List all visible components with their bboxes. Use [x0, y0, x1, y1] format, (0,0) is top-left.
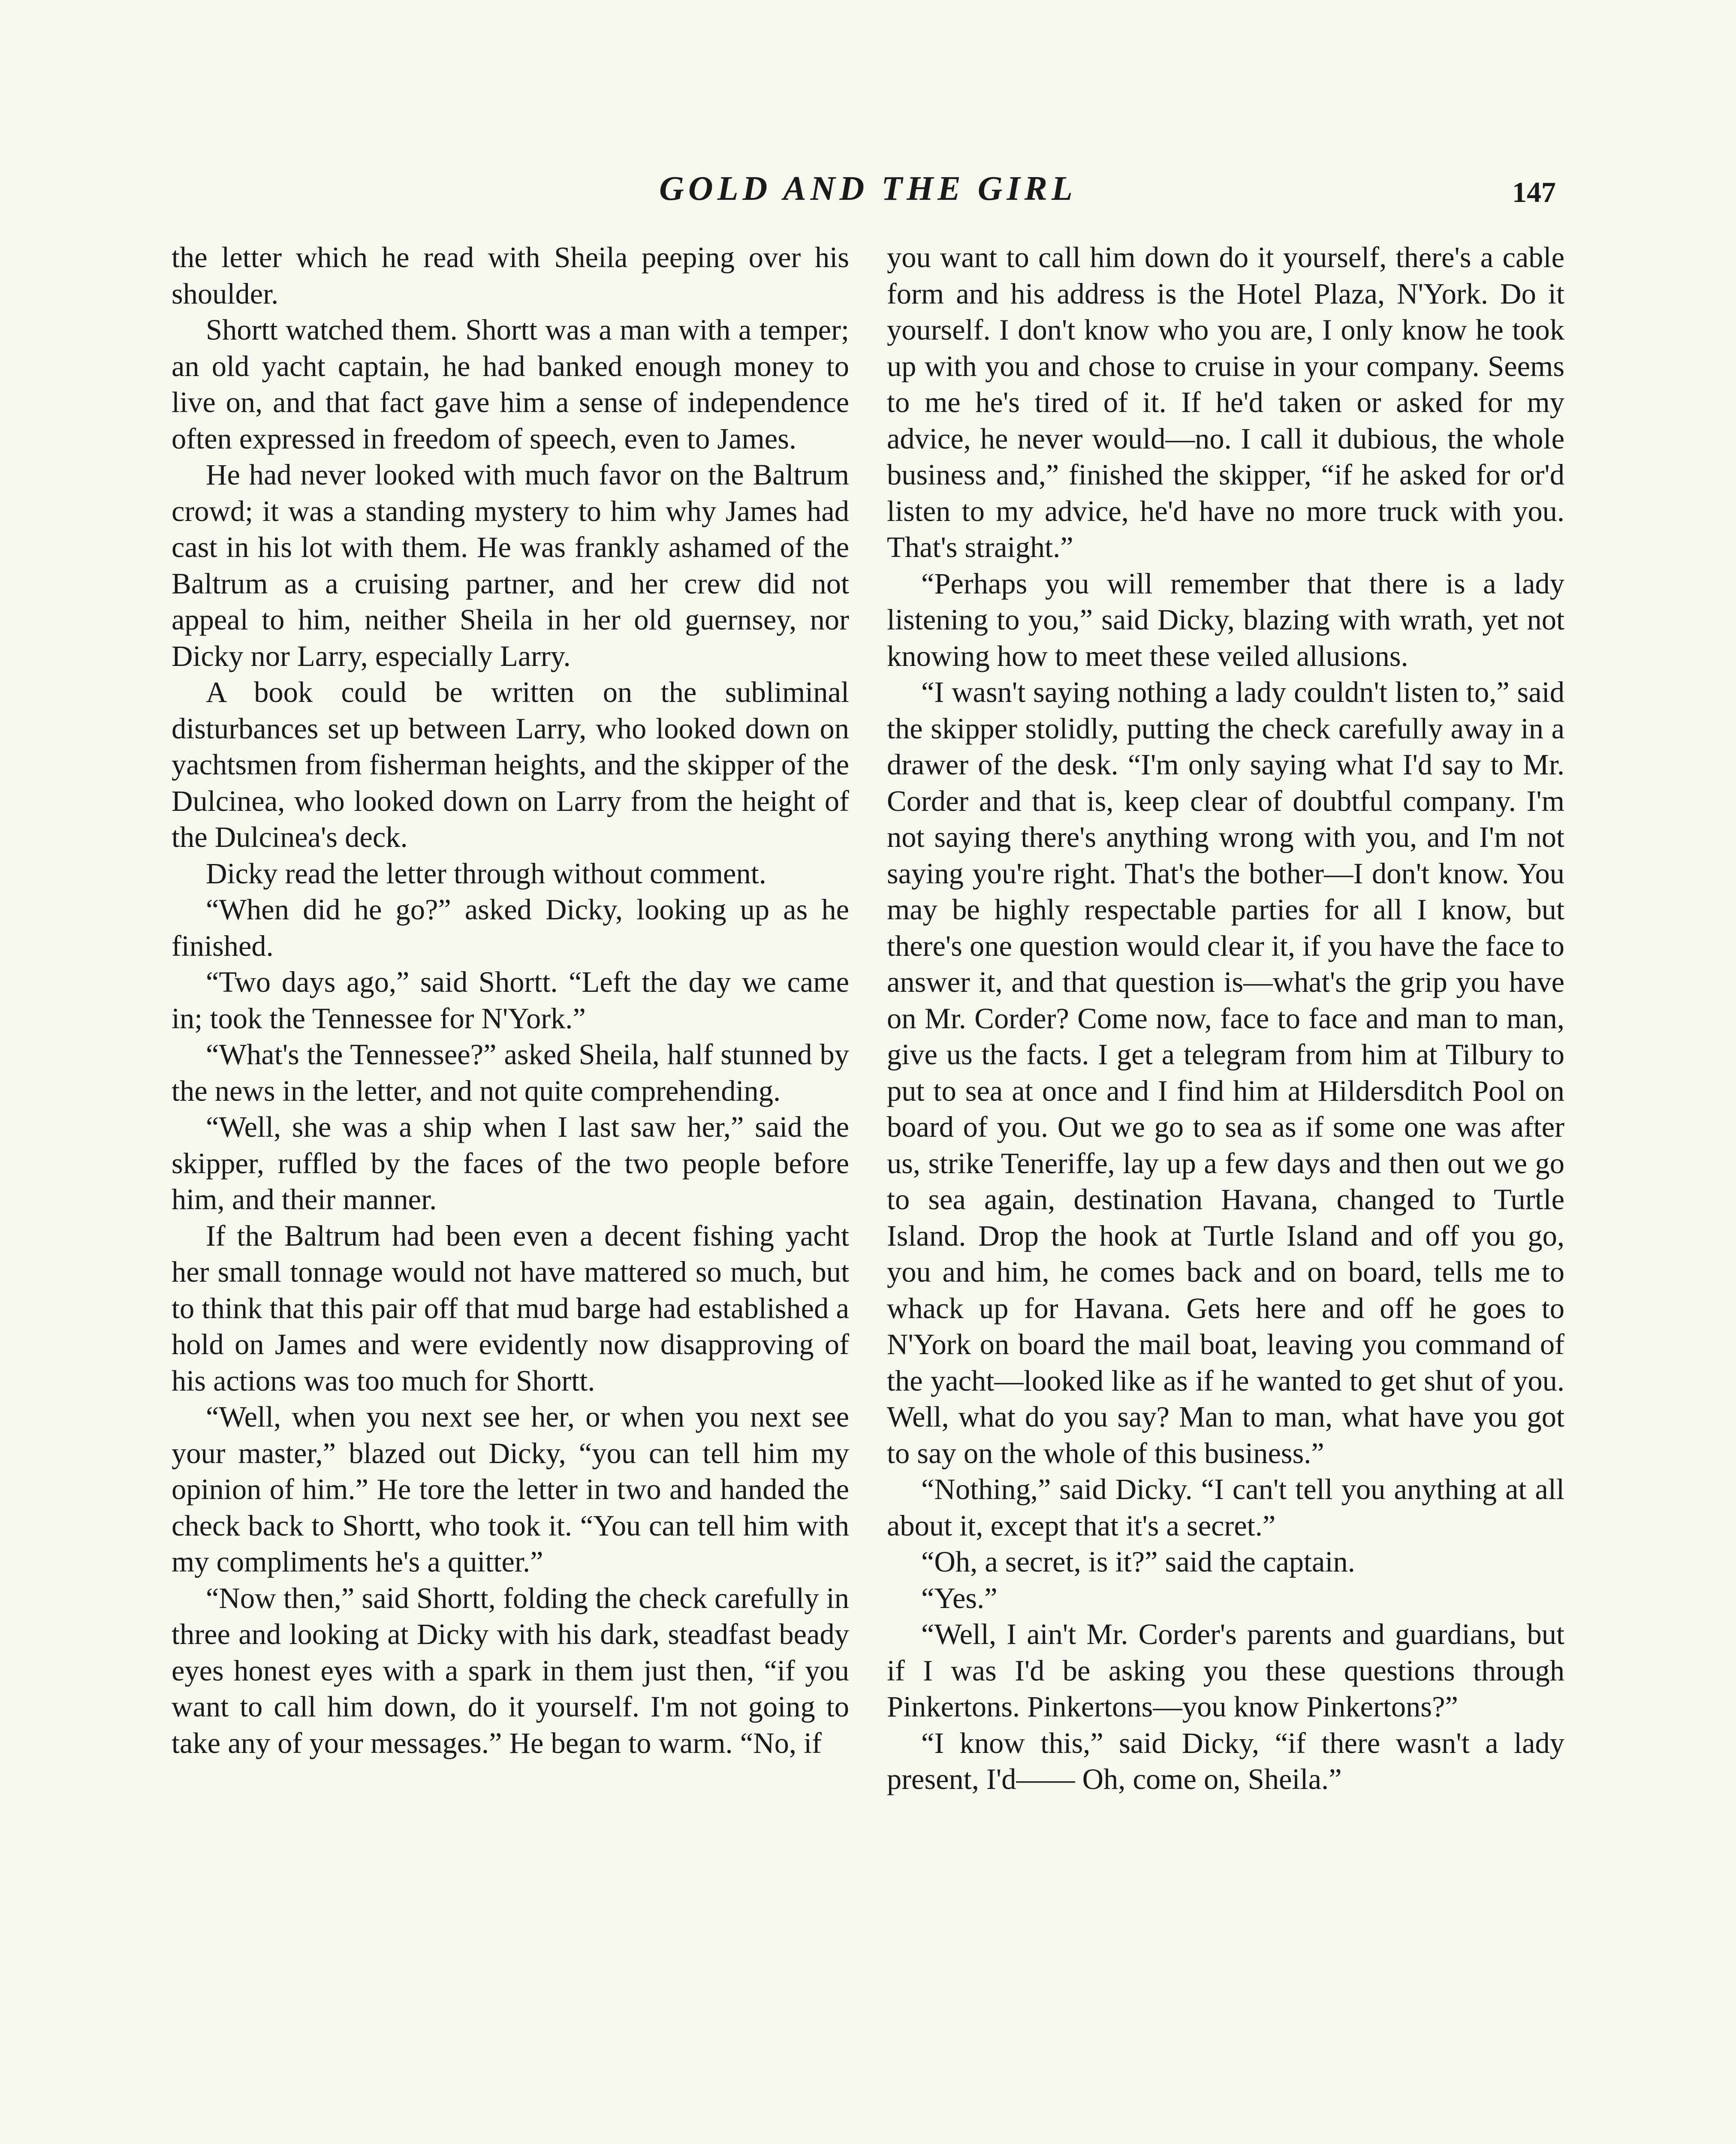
paragraph: He had never looked with much favor on the Baltrum crowd; it was a standing mystery to him why James had cast in his lot with them. He was frankly ashamed of the Baltrum as a cruising partner, and her crew did not appeal to him, neither Sheila in her old guernsey, nor Dicky nor Larry, especially Larry. [172, 458, 849, 672]
page-number: 147 [1512, 176, 1556, 208]
right-column [887, 239, 1564, 2144]
paragraph: A book could be written on the subliminal disturbances set up between Larry, who looked down on yachtsmen from fisherman heights, and the skipper of the Dulcinea, who looked down on Larry from the height of the Dulcinea's deck. [172, 676, 849, 853]
paragraph: “I wasn't saying nothing a lady couldn't listen to,” said the skipper stolidly, putting the check carefully away in a drawer of the desk. “I'm only saying what I'd say to Mr. Corder and that is, keep clear of doubtful company. I'm not saying there's anything wrong with you, and I'm not saying you're right. That's the bother—I don't know. You may be highly respectable parties for all I know, but there's one question would clear it, if you have the face to answer it, and that question is—what's the grip you have on Mr. Corder? Come now, face to face and man to man, give us the facts. I get a telegram from him at Tilbury to put to sea at once and I find him at Hildersditch Pool on board of you. Out we go to sea as if some one was after us, strike Teneriffe, lay up a few days and then out we go to sea again, destination Havana, changed to Turtle Island. Drop the hook at Turtle Island and off you go, you and him, he comes back and on board, tells me to whack up for Havana. Gets here and off he goes to N'York on board the mail boat, leaving you command of the yacht—looked like as if he wanted to get shut of you. Well, what do you say? Man to man, what have you got to say on the whole of this business.” [887, 676, 1564, 1469]
paragraph: “Nothing,” said Dicky. “I can't tell you anything at all about it, except that it's a secret.” [887, 1473, 1564, 1542]
paragraph: you want to call him down do it yourself, there's a cable form and his address is the Hotel Plaza, N'York. Do it yourself. I don't know who you are, I only know he took up with you and chose to cruise in your company. Seems to me he's tired of it. If he'd taken or asked for my advice, he never would—no. I call it dubious, the whole business and,” finished the skipper, “if he asked for or'd listen to my advice, he'd have no more truck with you. That's straight.” [887, 241, 1564, 563]
paragraph: “When did he go?” asked Dicky, looking up as he finished. [172, 893, 849, 962]
paragraph: Dicky read the letter through without comment. [206, 857, 766, 890]
paragraph: “Oh, a secret, is it?” said the captain. [921, 1545, 1355, 1578]
paragraph: “Yes.” [921, 1581, 998, 1614]
paragraph: “What's the Tennessee?” asked Sheila, half stunned by the news in the letter, and not quite comprehending. [172, 1038, 849, 1107]
left-column [172, 239, 849, 2144]
page-header [0, 165, 1736, 217]
paragraph: Shortt watched them. Shortt was a man with a temper; an old yacht captain, he had banked enough money to live on, and that fact gave him a sense of independence often expressed in freedom of speech, even to James. [172, 313, 849, 455]
running-title: GOLD AND THE GIRL [659, 170, 1077, 208]
paragraph: “Now then,” said Shortt, folding the check carefully in three and looking at Dicky with his dark, steadfast beady eyes honest eyes with a spark in them just then, “if you want to call him down, do it yourself. I'm not going to take any of your messages.” He began to warm. “No, if [172, 1581, 849, 1759]
paragraph: “Well, she was a ship when I last saw her,” said the skipper, ruffled by the faces of the two people before him, and their manner. [172, 1111, 849, 1216]
paragraph: “Two days ago,” said Shortt. “Left the day we came in; took the Tennessee for N'York.” [172, 966, 849, 1035]
paragraph: “Well, I ain't Mr. Corder's parents and guardians, but if I was I'd be asking you these questions through Pinkertons. Pinkertons—you know Pinkertons?” [887, 1618, 1564, 1723]
paragraph: If the Baltrum had been even a decent fishing yacht her small tonnage would not have mattered so much, but to think that this pair off that mud barge had established a hold on James and were evidently now disapproving of his actions was too much for Shortt. [172, 1219, 849, 1397]
paragraph: “Well, when you next see her, or when you next see your master,” blazed out Dicky, “you can tell him my opinion of him.” He tore the letter in two and handed the check back to Shortt, who took it. “You can tell him with my compliments he's a quitter.” [172, 1400, 849, 1578]
paragraph: “I know this,” said Dicky, “if there wasn't a lady present, I'd—— Oh, come on, Sheila.” [887, 1726, 1564, 1795]
paragraph: “Perhaps you will remember that there is a lady listening to you,” said Dicky, blazing with wrath, yet not knowing how to meet these veiled allusions. [887, 567, 1564, 672]
paragraph: the letter which he read with Sheila peeping over his shoulder. [172, 241, 849, 310]
